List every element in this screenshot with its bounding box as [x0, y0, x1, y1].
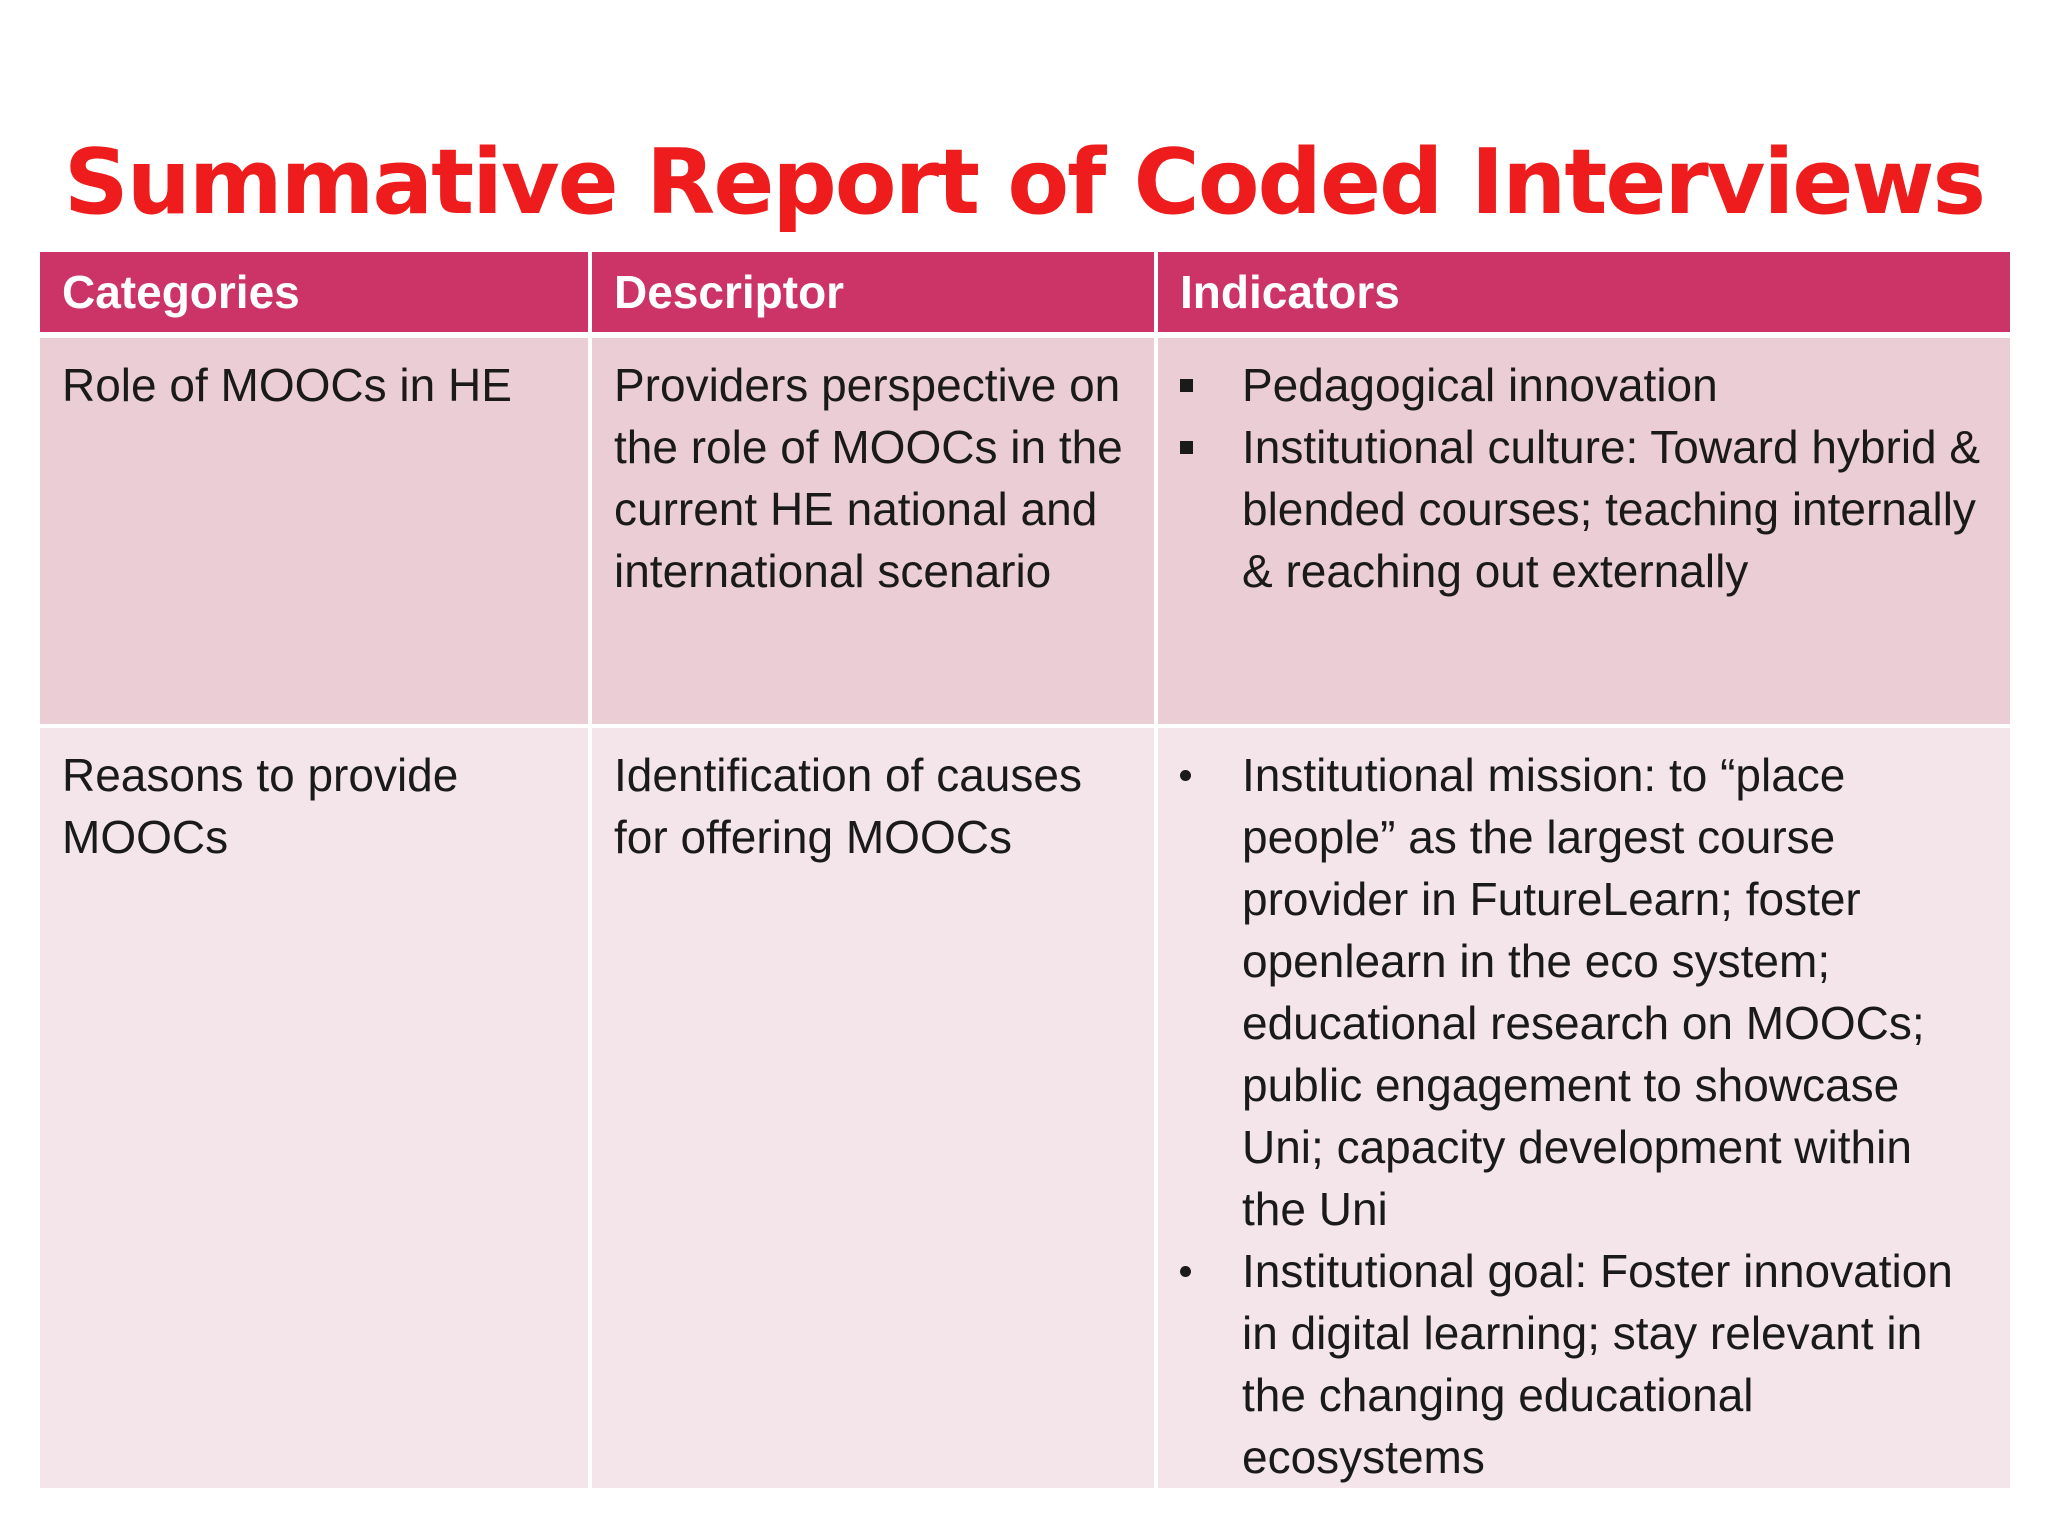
indicator-item [1180, 744, 1988, 1240]
indicators-list [1180, 354, 1988, 602]
table-row [40, 726, 2010, 1490]
indicator-text: Pedagogical innovation [1242, 359, 1718, 411]
table-row [40, 335, 2010, 726]
slide-title: Summative Report of Coded Interviews [63, 130, 1985, 235]
indicator-text: Institutional mission: to “place people” as the largest course provider in FutureLearn; foster openlearn in the eco system; educational research on MOOCs; public engagement to showcase Uni; capacity development within the Uni [1242, 749, 1925, 1235]
indicator-item [1180, 1240, 1988, 1488]
round-bullet-icon [1180, 1240, 1220, 1302]
square-bullet-icon [1180, 354, 1220, 416]
category-cell: Role of MOOCs in HE [40, 335, 590, 726]
descriptor-cell: Providers perspective on the role of MOOCs in the current HE national and international scenario [590, 335, 1156, 726]
header-descriptor: Descriptor [590, 252, 1156, 335]
indicator-text: Institutional goal: Foster innovation in digital learning; stay relevant in the changing educational ecosystems [1242, 1245, 1953, 1483]
indicators-cell [1156, 335, 2010, 726]
indicators-cell [1156, 726, 2010, 1490]
header-categories: Categories [40, 252, 590, 335]
coded-interviews-table [40, 252, 2010, 1492]
square-bullet-icon [1180, 416, 1220, 478]
indicator-item [1180, 416, 1988, 602]
indicator-text: Institutional culture: Toward hybrid & blended courses; teaching internally & reaching out externally [1242, 421, 1981, 597]
category-cell: Reasons to provide MOOCs [40, 726, 590, 1490]
descriptor-cell: Identification of causes for offering MOOCs [590, 726, 1156, 1490]
round-bullet-icon [1180, 744, 1220, 806]
header-indicators: Indicators [1156, 252, 2010, 335]
indicator-item [1180, 354, 1988, 416]
indicators-list [1180, 744, 1988, 1488]
table-header-row [40, 252, 2010, 335]
